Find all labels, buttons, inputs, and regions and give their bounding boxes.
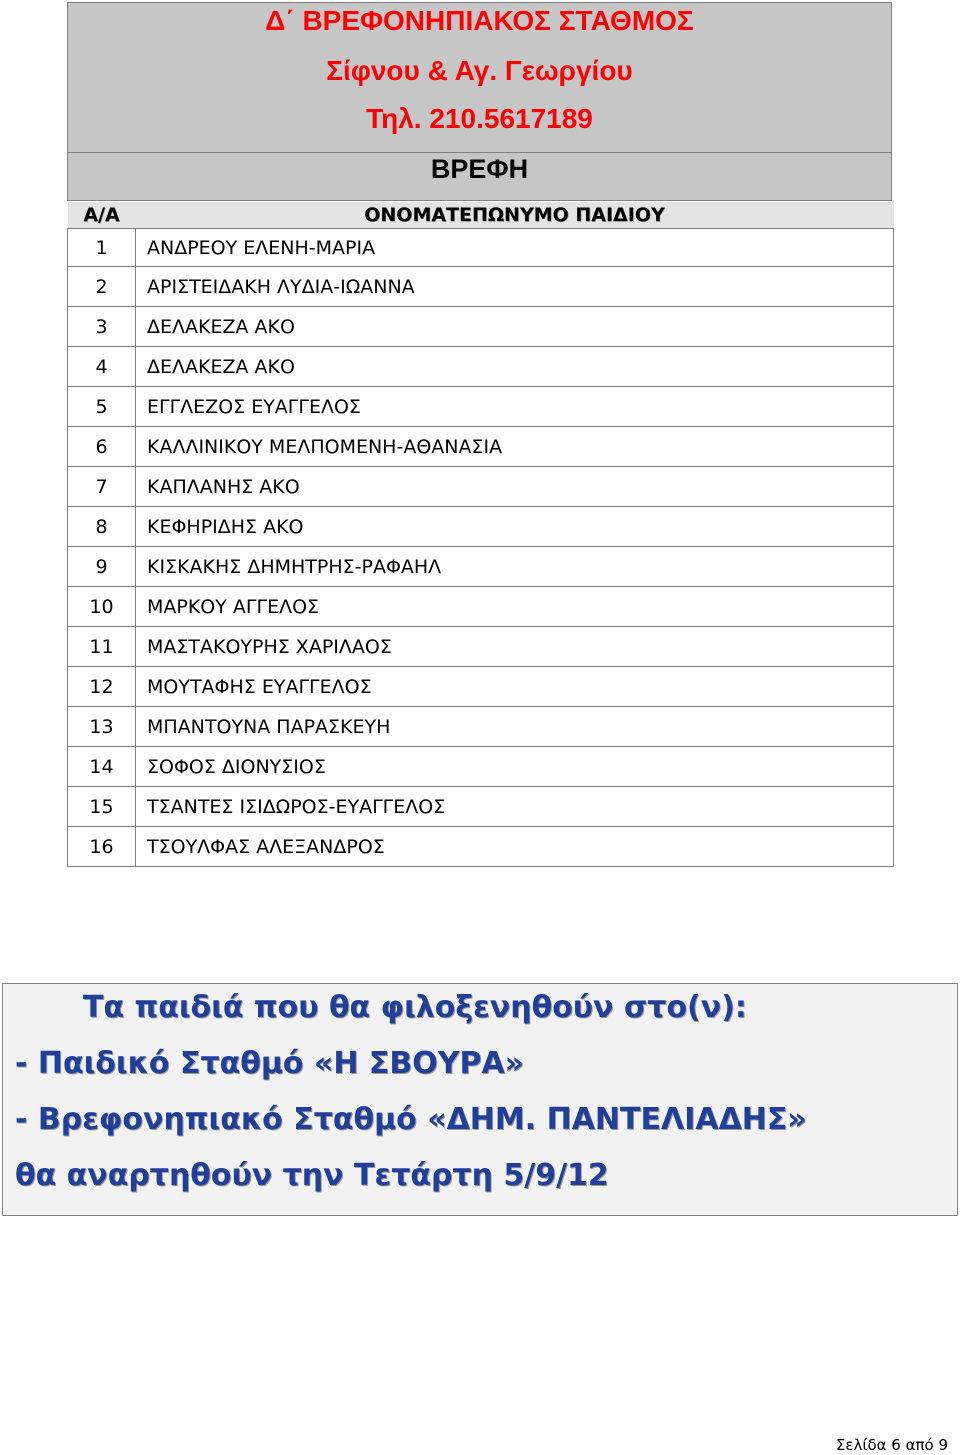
- child-name-cell: ΤΣΟΥΛΦΑΣ ΑΛΕΞΑΝΔΡΟΣ: [136, 827, 894, 867]
- row-number-cell: 13: [68, 707, 136, 747]
- notice-heading: Τα παιδιά που θα φιλοξενηθούν στο(ν):: [83, 990, 747, 1025]
- row-number-cell: 9: [68, 547, 136, 587]
- row-number-cell: 14: [68, 747, 136, 787]
- child-name-cell: ΚΑΠΛΑΝΗΣ ΑΚΟ: [136, 467, 894, 507]
- child-name-cell: ΕΓΓΛΕΖΟΣ ΕΥΑΓΓΕΛΟΣ: [136, 387, 894, 427]
- row-number-cell: 7: [68, 467, 136, 507]
- school-title: Δ΄ ΒΡΕΦΟΝΗΠΙΑΚΟΣ ΣΤΑΘΜΟΣ: [265, 5, 694, 36]
- class-name: ΒΡΕΦΗ: [430, 154, 529, 184]
- school-address: Σίφνου & Αγ. Γεωργίου: [326, 55, 633, 86]
- table-row: [68, 427, 894, 467]
- row-number-cell: 10: [68, 587, 136, 627]
- row-number-cell: 12: [68, 667, 136, 707]
- child-name-cell: ΔΕΛΑΚΕΖΑ ΑΚΟ: [136, 307, 894, 347]
- row-number-cell: 16: [68, 827, 136, 867]
- school-phone: Τηλ. 210.5617189: [366, 103, 593, 134]
- table-row: [68, 667, 894, 707]
- child-name-cell: ΔΕΛΑΚΕΖΑ ΑΚΟ: [136, 347, 894, 387]
- row-number-cell: 4: [68, 347, 136, 387]
- table-row: [68, 787, 894, 827]
- child-name-cell: ΣΟΦΟΣ ΔΙΟΝΥΣΙΟΣ: [136, 747, 894, 787]
- row-number-cell: 3: [68, 307, 136, 347]
- row-number-cell: 15: [68, 787, 136, 827]
- table-row: [68, 347, 894, 387]
- table-row: [68, 547, 894, 587]
- page-number: Σελίδα 6 από 9: [835, 1436, 948, 1454]
- row-number-cell: 5: [68, 387, 136, 427]
- table-row: [68, 467, 894, 507]
- child-name-cell: ΚΑΛΛΙΝΙΚΟΥ ΜΕΛΠΟΜΕΝΗ-ΑΘΑΝΑΣΙΑ: [136, 427, 894, 467]
- header-divider: [68, 152, 891, 153]
- child-name-cell: ΑΝΔΡΕΟΥ ΕΛΕΝΗ-ΜΑΡΙΑ: [136, 229, 894, 267]
- row-number-cell: 1: [68, 229, 136, 267]
- table-row: [68, 747, 894, 787]
- table-body: [68, 229, 894, 867]
- row-number-cell: 11: [68, 627, 136, 667]
- column-header-name: ΟΝΟΜΑΤΕΠΩΝΥΜΟ ΠΑΙΔΙΟΥ: [136, 202, 894, 229]
- table-row: [68, 507, 894, 547]
- school-header: [67, 2, 892, 201]
- table-row: [68, 267, 894, 307]
- child-name-cell: ΜΑΡΚΟΥ ΑΓΓΕΛΟΣ: [136, 587, 894, 627]
- row-number-cell: 6: [68, 427, 136, 467]
- table-row: [68, 707, 894, 747]
- child-name-cell: ΜΠΑΝΤΟΥΝΑ ΠΑΡΑΣΚΕΥΗ: [136, 707, 894, 747]
- row-number-cell: 8: [68, 507, 136, 547]
- table-row: [68, 229, 894, 267]
- notice-box: [2, 983, 958, 1216]
- table-header-row: [68, 202, 894, 229]
- table-row: [68, 307, 894, 347]
- notice-item-panteliadis: - Βρεφονηπιακό Σταθμό «ΔΗΜ. ΠΑΝΤΕΛΙΑΔΗΣ»: [15, 1102, 807, 1137]
- child-name-cell: ΚΕΦΗΡΙΔΗΣ ΑΚΟ: [136, 507, 894, 547]
- table-row: [68, 387, 894, 427]
- child-name-cell: ΚΙΣΚΑΚΗΣ ΔΗΜΗΤΡΗΣ-ΡΑΦΑΗΛ: [136, 547, 894, 587]
- row-number-cell: 2: [68, 267, 136, 307]
- column-header-number: Α/Α: [68, 202, 136, 229]
- table-row: [68, 827, 894, 867]
- notice-footer: θα αναρτηθούν την Τετάρτη 5/9/12: [15, 1158, 609, 1193]
- child-name-cell: ΜΑΣΤΑΚΟΥΡΗΣ ΧΑΡΙΛΑΟΣ: [136, 627, 894, 667]
- child-name-cell: ΑΡΙΣΤΕΙΔΑΚΗ ΛΥΔΙΑ-ΙΩΑΝΝΑ: [136, 267, 894, 307]
- table-row: [68, 627, 894, 667]
- child-name-cell: ΤΣΑΝΤΕΣ ΙΣΙΔΩΡΟΣ-ΕΥΑΓΓΕΛΟΣ: [136, 787, 894, 827]
- notice-item-sboura: - Παιδικό Σταθμό «Η ΣΒΟΥΡΑ»: [15, 1046, 525, 1081]
- table-row: [68, 587, 894, 627]
- child-name-cell: ΜΟΥΤΑΦΗΣ ΕΥΑΓΓΕΛΟΣ: [136, 667, 894, 707]
- children-roster-table: [67, 202, 894, 867]
